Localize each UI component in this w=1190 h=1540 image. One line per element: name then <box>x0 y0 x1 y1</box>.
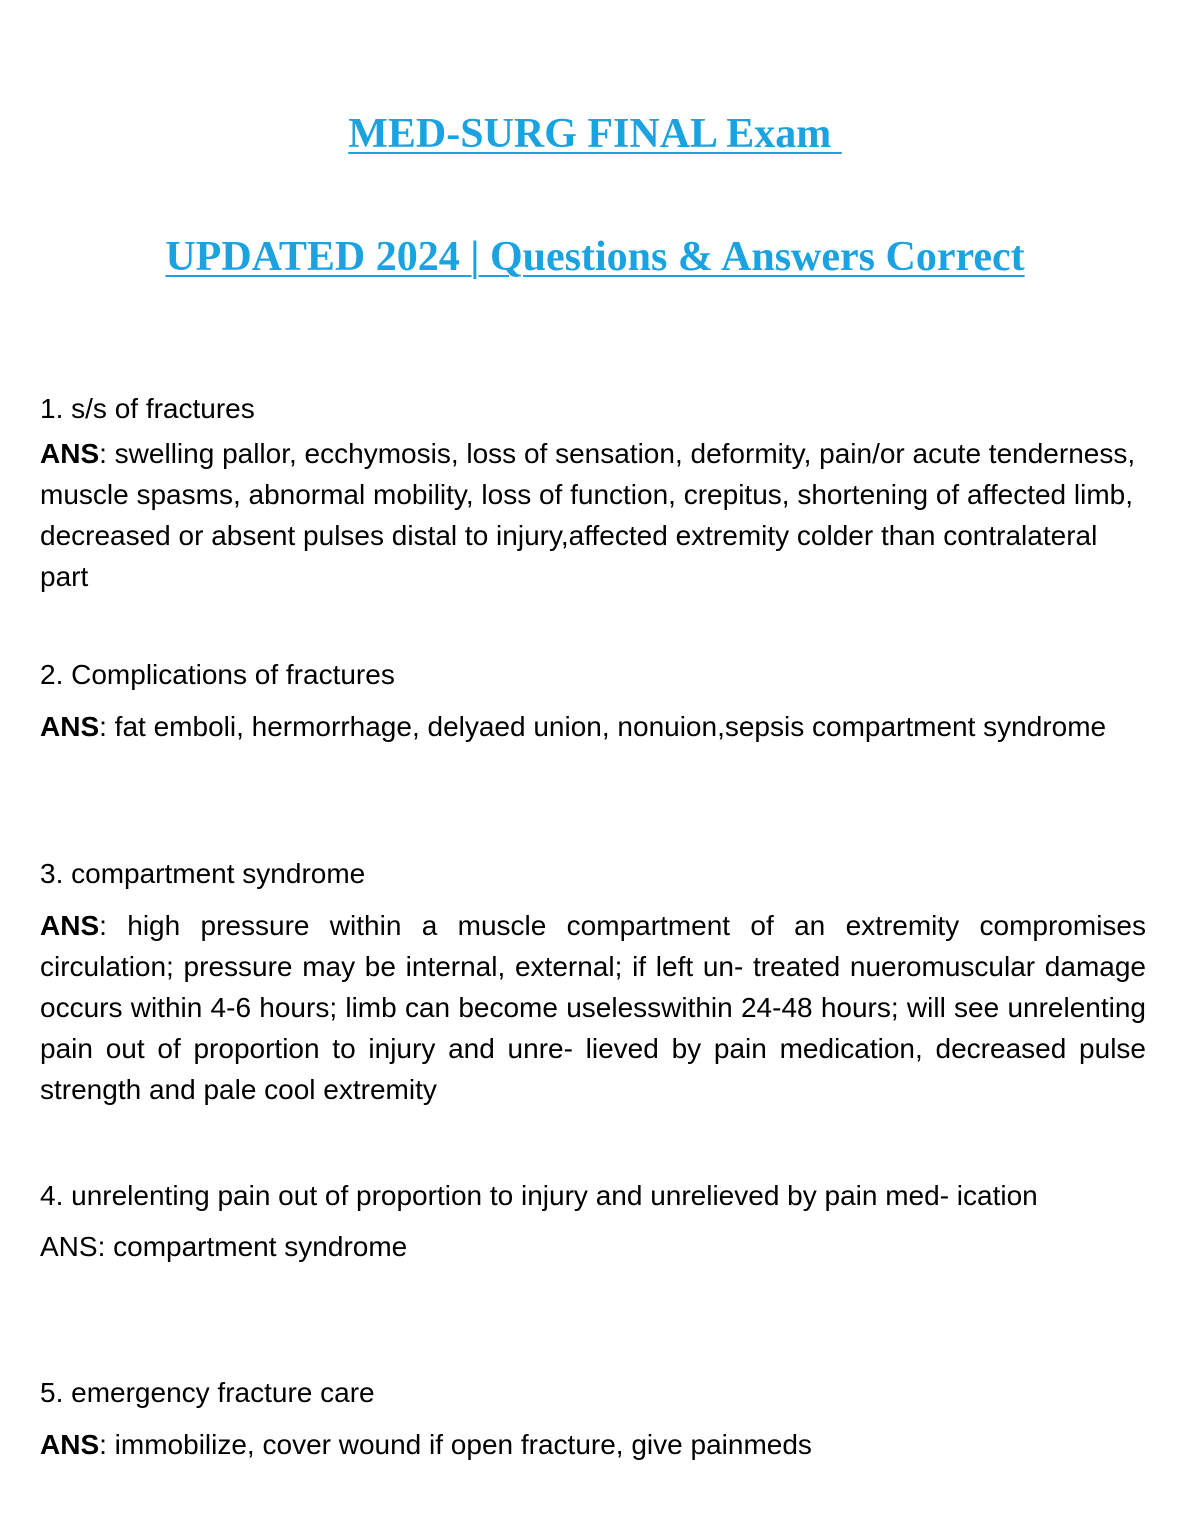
answer-5 <box>40 1424 1150 1465</box>
qa-item-5 <box>40 1372 1150 1465</box>
answer-4: ANS: compartment syndrome <box>40 1231 408 1262</box>
document-title: MED-SURG FINAL Exam <box>348 111 842 157</box>
ans-label: ANS <box>40 711 100 742</box>
answer-text: : immobilize, cover wound if open fracture, give painmeds <box>99 1429 812 1460</box>
answer-1 <box>40 433 1150 597</box>
question-5: 5. emergency fracture care <box>40 1377 375 1408</box>
question-4: 4. unrelenting pain out of proportion to injury and unrelieved by pain med- ication <box>40 1180 1038 1211</box>
ans-label: ANS <box>40 910 100 941</box>
qa-item-4 <box>40 1175 1150 1267</box>
qa-item-2 <box>40 654 1150 747</box>
ans-label: ANS <box>40 438 100 469</box>
answer-text: : swelling pallor, ecchymosis, loss of sensation, deformity, pain/or acute tenderness, muscle spasms, abnormal mobility, loss of function, crepitus, shortening of affected limb, decreased or absent pulses distal to injury,affected extremity colder than contralateral part <box>40 438 1136 592</box>
answer-2 <box>40 706 1150 747</box>
answer-text: : high pressure within a muscle compartment of an extremity compromises circulation; pressure may be internal, external; if left un- treated nueromuscular damage occurs within 4-6 hours; limb can become uselesswithin 24-48 hours; will see unrelenting pain out of proportion to injury and unre- lieved by pain medication, decreased pulse strength and pale cool extremity <box>40 910 1146 1105</box>
question-3: 3. compartment syndrome <box>40 858 366 889</box>
question-1: 1. s/s of fractures <box>40 393 255 424</box>
qa-item-3 <box>40 853 1150 1110</box>
answer-text: : fat emboli, hermorrhage, delyaed union, nonuion,sepsis compartment syndrome <box>99 711 1107 742</box>
qa-item-1 <box>40 388 1150 597</box>
question-2: 2. Complications of fractures <box>40 659 395 690</box>
document-subtitle: UPDATED 2024 | Questions & Answers Correct <box>165 234 1025 280</box>
ans-label: ANS <box>40 1429 100 1460</box>
answer-3 <box>40 905 1146 1110</box>
